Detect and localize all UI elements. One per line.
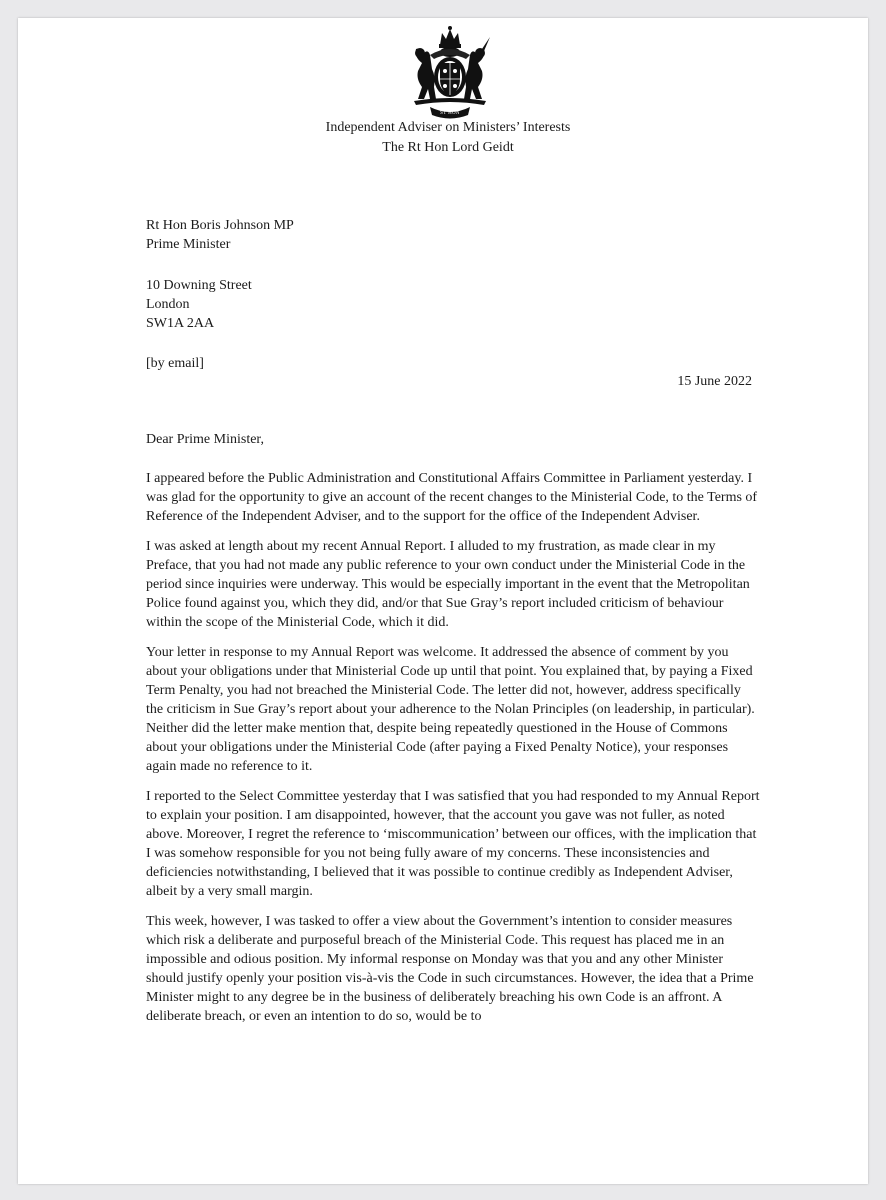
address-line-1: 10 Downing Street [146,278,252,293]
address-line-2: London [146,297,190,312]
crest-motto-text: ST HON [440,111,460,116]
letterhead-name: The Rt Hon Lord Geidt [382,140,514,155]
paragraph-1: I appeared before the Public Administration and Constitutional Affairs Committee in Parliament yesterday. I was glad for the opportunity to give an account of the recent changes to the Ministerial Code, to the Terms of Reference of the Independent Adviser, and to the support for the office of the Independent Adviser. [146,471,758,524]
paragraph-2: I was asked at length about my recent Annual Report. I alluded to my frustration, as made clear in my Preface, that you had not made any public reference to your own conduct under the Ministerial Code in the period since inquiries were underway. This would be especially important in the event that the Metropolitan Police found against you, which they did, and/or that Sue Gray’s report included criticism of behaviour within the scope of the Ministerial Code, which it did. [146,539,750,630]
letterhead [198,118,698,158]
recipient-block [146,216,294,254]
recipient-title: Prime Minister [146,237,231,252]
royal-coat-of-arms-icon [400,25,500,121]
letter-date: 15 June 2022 [677,374,752,389]
delivery-note: [by email] [146,356,204,371]
paragraph-4: I reported to the Select Committee yesterday that I was satisfied that you had responded to my Annual Report to explain your position. I am disappointed, however, that the account you gave was not fuller, as noted above. Moreover, I regret the reference to ‘miscommunication’ between our offices, with the implication that I was somehow responsible for you not being fully aware of my concerns. These inconsistencies and deficiencies notwithstanding, I believed that it was possible to continue credibly as Independent Adviser, albeit by a very small margin. [146,789,760,899]
paragraph-5: This week, however, I was tasked to offer a view about the Government’s intention to consider measures which risk a deliberate and purposeful breach of the Ministerial Code. This request has placed me in an impossible and odious position. My informal response on Monday was that you and any other Minister should justify openly your position vis-à-vis the Code in such circumstances. However, the idea that a Prime Minister might to any degree be in the business of deliberately breaching his own Code is an affront. A deliberate breach, or even an intention to do so, would be to [146,914,754,1024]
address-postcode: SW1A 2AA [146,316,215,331]
letter-page [18,18,868,1184]
paragraph-3: Your letter in response to my Annual Report was welcome. It addressed the absence of comment by you about your obligations under that Ministerial Code up until that point. You explained that, by paying a Fixed Term Penalty, you had not breached the Ministerial Code. The letter did not, however, address specifically the criticism in Sue Gray’s report about your adherence to the Nolan Principles (on leadership, in particular). Neither did the letter make mention that, despite being repeatedly questioned in the House of Commons about your obligations under the Ministerial Code (after paying a Fixed Penalty Notice), your responses again made no reference to it. [146,645,755,774]
recipient-name: Rt Hon Boris Johnson MP [146,218,294,233]
salutation: Dear Prime Minister, [146,432,265,447]
address-block [146,276,252,333]
letterhead-office: Independent Adviser on Ministers’ Interests [325,120,571,135]
letter-body [146,430,760,1026]
